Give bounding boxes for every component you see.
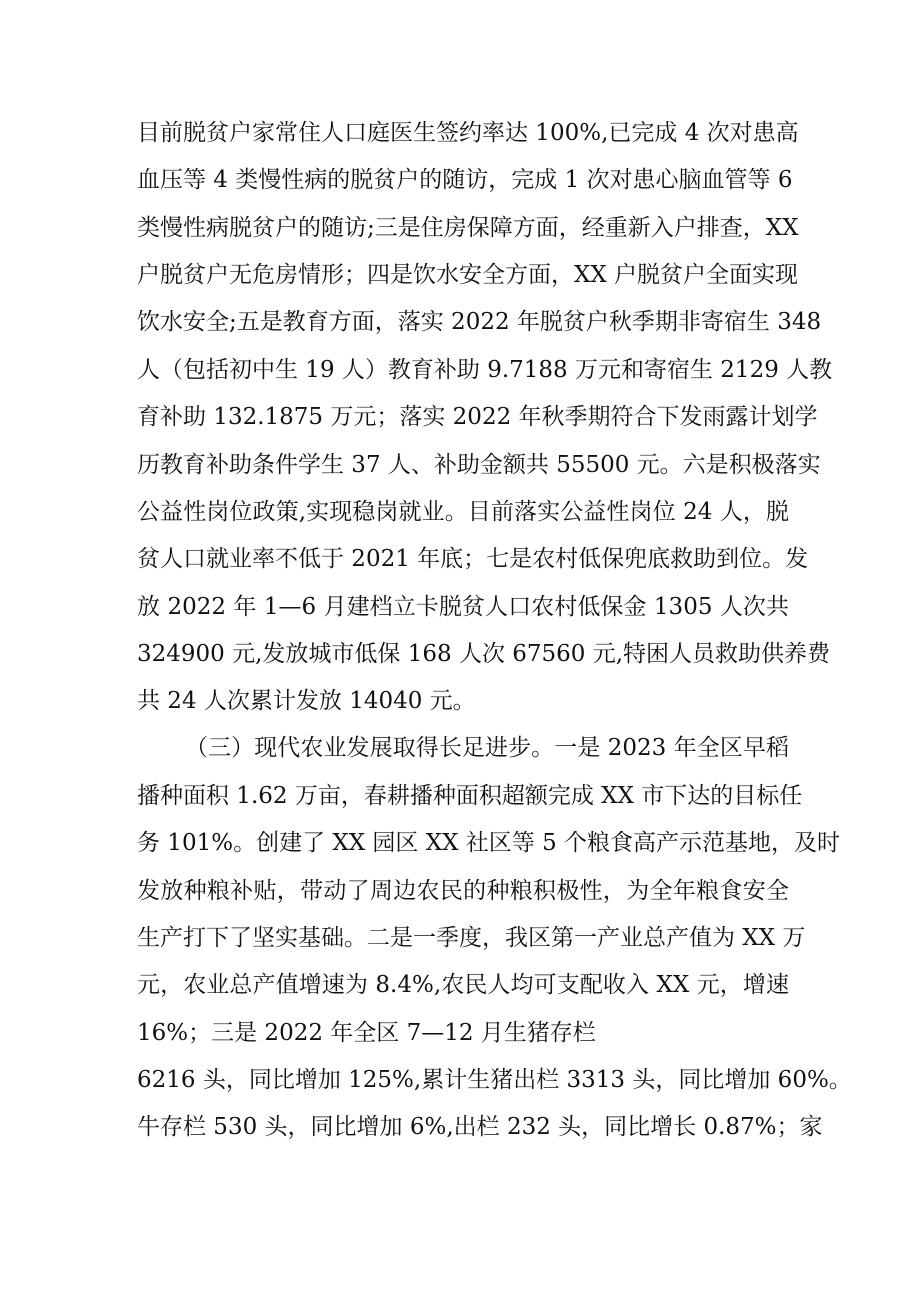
body-text-line: 育补助 132.1875 万元；落实 2022 年秋季期符合下发雨露计划学: [137, 404, 818, 430]
body-text-line: 人（包括初中生 19 人）教育补助 9.7188 万元和寄宿生 2129 人教: [137, 357, 833, 383]
body-text-line: 目前脱贫户家常住人口庭医生签约率达 100%,已完成 4 次对患高: [137, 120, 799, 146]
body-text-line: 元，农业总产值增速为 8.4%,农民人均可支配收入 XX 元，增速: [137, 972, 789, 998]
body-text-line: 饮水安全;五是教育方面，落实 2022 年脱贫户秋季期非寄宿生 348: [137, 309, 822, 335]
body-text-line: 生产打下了坚实基础。二是一季度，我区第一产业总产值为 XX 万: [137, 925, 806, 951]
body-text-line: 16%；三是 2022 年全区 7—12 月生猪存栏: [137, 1020, 596, 1046]
body-text-line: 历教育补助条件学生 37 人、补助金额共 55500 元。六是积极落实: [137, 452, 821, 478]
section-heading-line: （三）现代农业发展取得长足进步。一是 2023 年全区早稻: [185, 735, 789, 761]
paragraph-end-line: 共 24 人次累计发放 14040 元。: [137, 688, 476, 714]
body-text-line: 牛存栏 530 头，同比增加 6%,出栏 232 头，同比增长 0.87%；家: [137, 1114, 823, 1140]
body-text-line: 播种面积 1.62 万亩，春耕播种面积超额完成 XX 市下达的目标任: [137, 783, 803, 809]
body-text-line: 贫人口就业率不低于 2021 年底；七是农村低保兜底救助到位。发: [137, 546, 809, 572]
body-text-line: 户脱贫户无危房情形；四是饮水安全方面，XX 户脱贫户全面实现: [137, 262, 799, 288]
body-text-line: 6216 头，同比增加 125%,累计生猪出栏 3313 头，同比增加 60%。: [137, 1067, 852, 1093]
body-text-line: 血压等 4 类慢性病的脱贫户的随访，完成 1 次对患心脑血管等 6: [137, 167, 793, 193]
body-text-line: 324900 元,发放城市低保 168 人次 67560 元,特困人员救助供养费: [137, 641, 831, 667]
body-text-line: 类慢性病脱贫户的随访;三是住房保障方面，经重新入户排查，XX: [137, 215, 799, 241]
body-text-line: 公益性岗位政策,实现稳岗就业。目前落实公益性岗位 24 人，脱: [137, 499, 789, 525]
body-text-line: 放 2022 年 1—6 月建档立卡脱贫人口农村低保金 1305 人次共: [137, 594, 789, 620]
body-text-line: 发放种粮补贴，带动了周边农民的种粮积极性，为全年粮食安全: [137, 878, 789, 904]
body-text-line: 务 101%。创建了 XX 园区 XX 社区等 5 个粮食高产示范基地，及时: [137, 830, 841, 856]
